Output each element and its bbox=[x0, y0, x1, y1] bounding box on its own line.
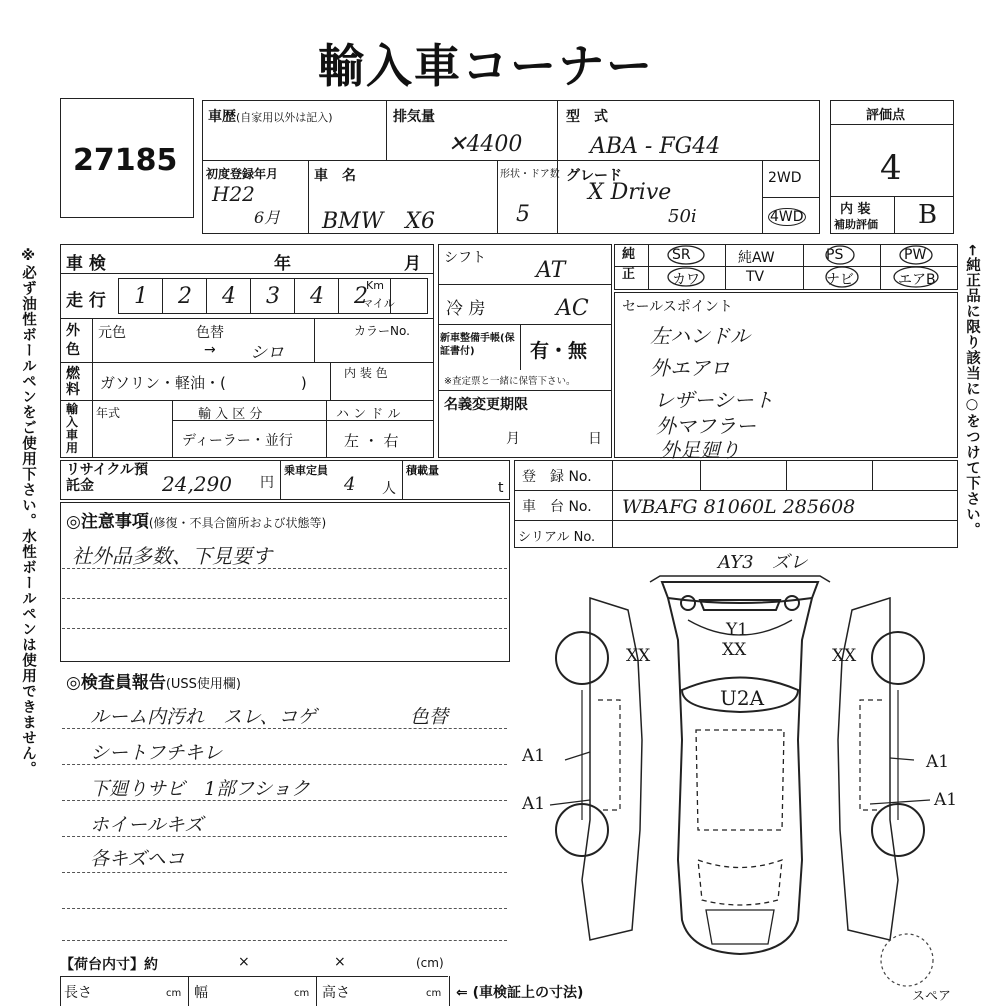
lot-number-box bbox=[60, 98, 194, 218]
grade-sub: 50i bbox=[668, 206, 697, 227]
capacity-label: 乗車定員 bbox=[284, 464, 328, 477]
interior-label: 内 装 bbox=[840, 202, 871, 217]
mark-windshield: U2A bbox=[720, 686, 765, 710]
orig-color-label: 元色 bbox=[98, 325, 126, 341]
first-reg-year: H22 bbox=[212, 182, 255, 206]
sales-point-2: 外エアロ bbox=[650, 356, 730, 380]
caution-text: 社外品多数、下見要す bbox=[72, 544, 272, 568]
shaken-month: 月 bbox=[404, 254, 421, 274]
fuel-label: 燃料 bbox=[66, 366, 80, 398]
drive-4wd: 4WD bbox=[770, 209, 804, 225]
serial-label: シリアル No. bbox=[518, 530, 596, 545]
opt-leather: カワ bbox=[672, 272, 700, 288]
sales-point-4: 外マフラー bbox=[656, 414, 756, 438]
opt-aw: 純AW bbox=[738, 250, 775, 266]
color-no-label: カラーNo. bbox=[354, 324, 410, 338]
inspector-line-2: シートフチキレ bbox=[90, 742, 223, 764]
handle-value: 左 ・ 右 bbox=[344, 432, 399, 450]
diagram-top-note: AY3 ズレ bbox=[718, 552, 808, 573]
mileage-boxes bbox=[118, 278, 428, 314]
sales-label: セールスポイント bbox=[622, 299, 733, 315]
lot-number: 27185 bbox=[73, 143, 178, 178]
rating-value: 4 bbox=[880, 148, 902, 188]
sales-point-3: レザーシート bbox=[654, 388, 774, 412]
recycle-value: 24,290 bbox=[162, 472, 232, 496]
opt-sr: SR bbox=[672, 247, 691, 263]
width-label: 幅 bbox=[194, 985, 208, 1001]
width-cm: cm bbox=[294, 988, 310, 999]
cargo-label: 【荷台内寸】約 bbox=[60, 957, 158, 973]
displacement-value: ✕4400 bbox=[448, 132, 523, 157]
exterior-label: 外色 bbox=[66, 323, 80, 358]
height-label: 高さ bbox=[322, 985, 350, 1001]
drive-2wd: 2WD bbox=[768, 170, 802, 186]
manual-label: 新車整備手帳(保証書付) bbox=[440, 333, 515, 357]
capacity-unit: 人 bbox=[382, 481, 396, 497]
inspector-line-5: 各キズヘコ bbox=[90, 848, 185, 870]
manual-note: ※査定票と一緒に保管下さい。 bbox=[444, 376, 576, 387]
chassis-value: WBAFG 81060L 285608 bbox=[622, 496, 856, 518]
mark-right-side-2: A1 bbox=[934, 790, 958, 810]
mileage-digit-6: 2 bbox=[354, 284, 368, 309]
spare-tire-icon bbox=[872, 930, 942, 990]
mark-front-y1: Y1 bbox=[726, 620, 749, 640]
inspector-line-4: ホイールキズ bbox=[90, 814, 204, 836]
mileage-digit-5: 4 bbox=[310, 284, 324, 309]
mark-left-side-2: A1 bbox=[522, 794, 546, 814]
door-value: 5 bbox=[516, 202, 530, 227]
side-note-left: ※必ず油性ボールペンをご使用下さい。水性ボールペンは使用できません。 bbox=[20, 248, 36, 777]
import-label: 輸入車用 bbox=[66, 402, 79, 455]
cert-note: ⇐ (車検証上の寸法) bbox=[456, 985, 584, 1001]
chassis-label: 車 台 No. bbox=[522, 499, 592, 515]
nc-month: 月 bbox=[506, 431, 520, 447]
cargo-x2: × bbox=[334, 954, 346, 970]
mark-left-front: XX bbox=[626, 646, 651, 666]
interior-value: B bbox=[918, 200, 938, 230]
history-label: 車歴(自家用以外は記入) bbox=[208, 109, 333, 125]
model-label: 型 式 bbox=[566, 109, 608, 125]
first-reg-month: 6月 bbox=[254, 208, 281, 227]
km-label: Km bbox=[366, 279, 384, 292]
opt-ps: PS bbox=[826, 247, 844, 263]
mileage-digit-4: 3 bbox=[266, 284, 280, 309]
option-circles bbox=[614, 244, 958, 290]
inspector-line-1: ルーム内汚れ スレ、コゲ bbox=[90, 706, 317, 728]
cooling-label: 冷 房 bbox=[446, 299, 486, 319]
cargo-x1: × bbox=[238, 954, 250, 970]
caution-title: ◎注意事項(修復・不具合箇所および状態等) bbox=[66, 512, 327, 532]
length-label: 長さ bbox=[64, 985, 92, 1001]
mark-front-xx: XX bbox=[722, 640, 747, 660]
cooling-value: AC bbox=[556, 296, 589, 321]
mileage-digit-1: 1 bbox=[134, 284, 148, 309]
rating-label: 評価点 bbox=[866, 108, 906, 123]
recycle-label: リサイクル預託金 bbox=[66, 462, 149, 494]
inspector-line-3: 下廻りサビ 1部フショク bbox=[90, 778, 310, 800]
manual-value: 有・無 bbox=[530, 340, 588, 362]
load-label: 積載量 bbox=[406, 464, 439, 477]
mileage-digit-2: 2 bbox=[178, 284, 192, 309]
mark-left-side-1: A1 bbox=[522, 746, 546, 766]
interior-color-label: 内 装 色 bbox=[344, 366, 388, 380]
displacement-label: 排気量 bbox=[393, 109, 435, 125]
mileage-label: 走 行 bbox=[66, 291, 106, 311]
first-reg-label: 初度登録年月 bbox=[206, 167, 279, 181]
sales-point-1: 左ハンドル bbox=[650, 324, 750, 348]
mile-label: マイル bbox=[362, 297, 395, 310]
shift-value: AT bbox=[536, 258, 566, 283]
opt-pw: PW bbox=[904, 247, 927, 263]
sales-point-5: 外足廻り bbox=[660, 438, 740, 462]
capacity-value: 4 bbox=[344, 474, 356, 495]
nc-day: 日 bbox=[588, 431, 602, 447]
cargo-cm: (cm) bbox=[416, 956, 444, 970]
car-name-label: 車 名 bbox=[314, 168, 356, 184]
mileage-digit-3: 4 bbox=[222, 284, 236, 309]
model-value: ABA - FG44 bbox=[590, 134, 721, 159]
length-cm: cm bbox=[166, 988, 182, 999]
opt-navi: ナビ bbox=[826, 272, 854, 288]
import-type-value: ディーラー・並行 bbox=[182, 433, 293, 449]
interior-sub: 補助評価 bbox=[834, 218, 878, 231]
color-arrow: → bbox=[204, 342, 216, 358]
opt-airbag: エアB bbox=[898, 272, 936, 288]
model-year-label: 年式 bbox=[96, 406, 121, 420]
load-unit: t bbox=[498, 480, 504, 496]
reg-no-label: 登 録 No. bbox=[522, 469, 592, 485]
height-cm: cm bbox=[426, 988, 442, 999]
grade-value: X Drive bbox=[588, 180, 672, 205]
inspector-title: ◎検査員報告(USS使用欄) bbox=[66, 673, 242, 693]
car-name-value: BMW X6 bbox=[322, 209, 435, 234]
handle-label: ハ ン ド ル bbox=[336, 407, 401, 422]
page-title: 輸入車コーナー bbox=[318, 39, 654, 93]
name-change-label: 名義変更期限 bbox=[444, 397, 528, 413]
new-color: シロ bbox=[250, 343, 284, 363]
shaken-label: 車 検 bbox=[66, 254, 106, 274]
yen-label: 円 bbox=[260, 475, 274, 491]
mark-right-front: XX bbox=[832, 646, 857, 666]
grade-label: グレード bbox=[566, 168, 622, 184]
spare-label: スペア bbox=[912, 989, 952, 1004]
shift-label: シフト bbox=[444, 250, 486, 266]
inspection-grid bbox=[60, 244, 434, 458]
door-label: 形状・ドア数 bbox=[500, 169, 560, 180]
mark-right-side-1: A1 bbox=[926, 752, 950, 772]
import-type-label: 輸 入 区 分 bbox=[198, 407, 263, 422]
opt-tv: TV bbox=[746, 269, 765, 285]
color-change-note: 色替 bbox=[410, 706, 449, 728]
color-change-label: 色替 bbox=[196, 325, 224, 341]
side-note-right: ←純正品に限り該当に○をつけて下さい。 bbox=[964, 244, 980, 538]
fuel-options: ガソリン・軽油・( ) bbox=[100, 374, 307, 392]
genuine-label: 純正 bbox=[622, 247, 636, 282]
shaken-year: 年 bbox=[274, 254, 291, 274]
